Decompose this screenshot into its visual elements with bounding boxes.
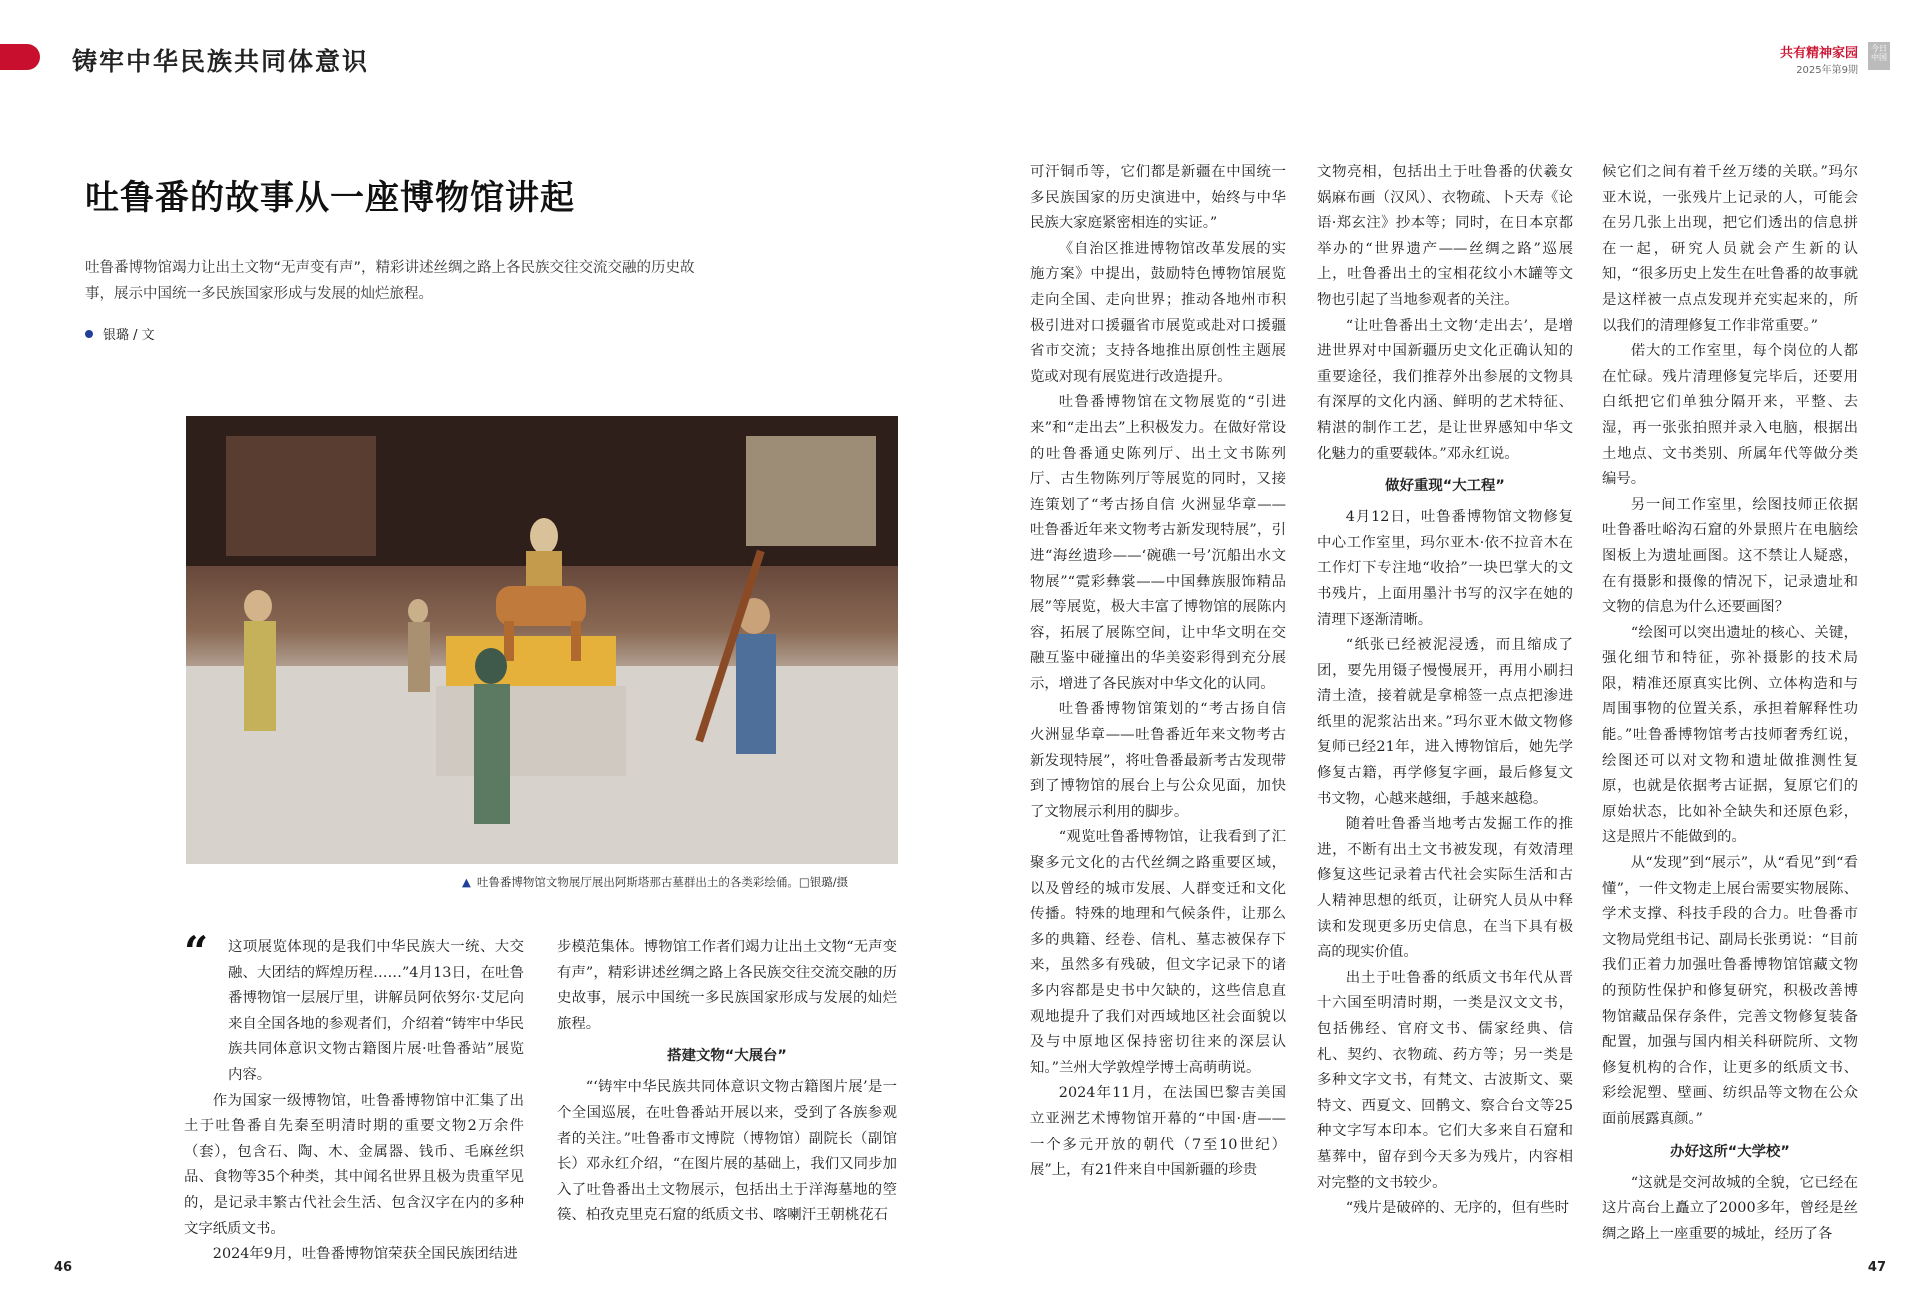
article-lead: 吐鲁番博物馆竭力让出土文物“无声变有声”，精彩讲述丝绸之路上各民族交往交流交融的历史故事，展示中国统一多民族国家形成与发展的灿烂旅程。 <box>85 260 695 302</box>
caption-triangle-icon: ▲ <box>462 875 471 889</box>
caption-text: 吐鲁番博物馆文物展厅展出阿斯塔那古墓群出土的各类彩绘俑。□银璐/摄 <box>476 875 849 889</box>
column-1 <box>184 927 524 1268</box>
paragraph: “残片是破碎的、无序的，但有些时 <box>1345 1200 1570 1217</box>
column-3 <box>1030 160 1286 1184</box>
quote-mark-icon: “ <box>184 927 209 976</box>
column-5 <box>1602 160 1858 1247</box>
paragraph: “纸张已经被泥浸透，而且缩成了团，要先用镊子慢慢展开，再用小刷扫清土渣，接着就是拿棉签一点点把渗进纸里的泥浆沾出来。”玛尔亚木做文物修复师已经21年，进入博物馆后，她先学修复古籍，再学修复字画，最后修复文书文物，心越来越细，手越来越稳。 <box>1317 637 1573 807</box>
paragraph: 步模范集体。博物馆工作者们竭力让出土文物“无声变有声”，精彩讲述丝绸之路上各民族交往交流交融的历史故事，展示中国统一多民族国家形成与发展的灿烂旅程。 <box>557 939 897 1032</box>
paragraph: 另一间工作室里，绘图技师正依据吐鲁番吐峪沟石窟的外景照片在电脑绘图板上为遗址画图。这不禁让人疑惑，在有摄影和摄像的情况下，记录遗址和文物的信息为什么还要画图？ <box>1602 496 1858 616</box>
paragraph: 2024年11月，在法国巴黎吉美国立亚洲艺术博物馆开幕的“中国·唐——一个多元开放的朝代（7至10世纪）展”上，有21件来自中国新疆的珍贵 <box>1030 1085 1286 1179</box>
section-tab <box>0 44 40 70</box>
paragraph: 文物亮相，包括出土于吐鲁番的伏羲女娲麻布画（汉风）、衣物疏、卜天寿《论语·郑玄注》抄本等；同时，在日本京都举办的“世界遗产——丝绸之路”巡展上，吐鲁番出土的宝相花纹小木罐等文物也引起了当地参观者的关注。 <box>1317 164 1573 308</box>
column-2 <box>557 935 897 1229</box>
paragraph: 从“发现”到“展示”，从“看见”到“看懂”，一件文物走上展台需要实物展陈、学术支撑、科技手段的合力。吐鲁番市文物局党组书记、副局长张勇说：“目前我们正着力加强吐鲁番博物馆馆藏文物的预防性保护和修复研究，积极改善博物馆藏品保存条件，完善文物修复装备配置，加强与国内相关科研院所、文物修复机构的合作，让更多的纸质文书、彩绘泥塑、壁画、纺织品等文物在公众面前展露真颜。” <box>1602 855 1858 1127</box>
figurines-illustration <box>186 416 898 864</box>
column-4 <box>1317 160 1573 1222</box>
paragraph: 吐鲁番博物馆在文物展览的“引进来”和“走出去”上积极发力。在做好常设的吐鲁番通史陈列厅、出土文书陈列厅、古生物陈列厅等展览的同时，又接连策划了“考古扬自信 火洲显华章——吐鲁番近年来文物考古新发现特展”，引进“海丝遗珍——‘碗礁一号’沉船出水文物展”“霓彩彝裳——中国彝族服饰精品展”等展览，极大丰富了博物馆的展陈内容，拓展了展陈空间，让中华文明在交融互鉴中碰撞出的华美姿彩得到充分展示，增进了各民族对中华文化的认同。 <box>1030 394 1286 692</box>
museum-photo <box>186 416 898 864</box>
paragraph: 出土于吐鲁番的纸质文书年代从晋十六国至明清时期，一类是汉文文书，包括佛经、官府文书、儒家经典、信札、契约、衣物疏、药方等；另一类是多种文字文书，有梵文、古波斯文、粟特文、西夏文、回鹘文、察合台文等25种文字写本印本。它们大多来自石窟和墓葬中，留存到今天多为残片，内容相对完整的文书较少。 <box>1317 969 1573 1191</box>
photo-caption <box>462 874 848 890</box>
paragraph: 偌大的工作室里，每个岗位的人都在忙碌。残片清理修复完毕后，还要用白纸把它们单独分隔开来，平整、去湿，再一张张拍照并录入电脑，根据出土地点、文书类别、所属年代等做分类编号。 <box>1602 343 1858 488</box>
paragraph: 4月12日，吐鲁番博物馆文物修复中心工作室里，玛尔亚木·依不拉音木在工作灯下专注地“收拾”一块巴掌大的文书残片，上面用墨汁书写的汉字在她的清理下逐渐清晰。 <box>1317 509 1573 628</box>
paragraph: “让吐鲁番出土文物‘走出去’，是增进世界对中国新疆历史文化正确认知的重要途径，我们推荐外出参展的文物具有深厚的文化内涵、鲜明的艺术特征、精湛的制作工艺，是让世界感知中华文化魅力的重要载体。”邓永红说。 <box>1317 317 1573 462</box>
byline <box>85 324 155 343</box>
paragraph: “观览吐鲁番博物馆，让我看到了汇聚多元文化的古代丝绸之路重要区域，以及曾经的城市发展、人群变迁和文化传播。特殊的地理和气候条件，让那么多的典籍、经卷、信札、墓志被保存下来，虽然多有残破，但文字记录下的诸多内容都是史书中欠缺的，这些信息直观地提升了我们对西域地区社会面貌以及与中原地区保持密切往来的深层认知。”兰州大学敦煌学博士高萌萌说。 <box>1030 829 1286 1076</box>
magazine-badge: 今日中国 <box>1868 42 1890 70</box>
paragraph: 作为国家一级博物馆，吐鲁番博物馆中汇集了出土于吐鲁番自先秦至明清时期的重要文物2万余件（套），包含石、陶、木、金属器、钱币、毛麻丝织品、食物等35个种类，其中闻名世界且极为贵重罕见的，是记录丰繁古代社会生活、包含汉字在内的多种文字纸质文书。 <box>184 1092 524 1237</box>
byline-dot-icon <box>85 330 93 338</box>
issue-label: 2025年第9期 <box>1796 65 1858 76</box>
paragraph: 候它们之间有着千丝万缕的关联。”玛尔亚木说，一张残片上记录的人，可能会在另几张上出现，把它们透出的信息拼在一起，研究人员就会产生新的认知，“很多历史上发生在吐鲁番的故事就是这样被一点点发现并充实起来的，所以我们的清理修复工作非常重要。” <box>1602 164 1858 334</box>
paragraph: “‘铸牢中华民族共同体意识文物古籍图片展’是一个全国巡展，在吐鲁番站开展以来，受到了各族参观者的关注。”吐鲁番市文博院（博物馆）副院长（副馆长）邓永红介绍，“在图片展的基础上，我们又同步加入了吐鲁番出土文物展示，包括出土于洋海墓地的箜篌、柏孜克里克石窟的纸质文书、喀喇汗王朝桃花石 <box>557 1079 897 1224</box>
section-title: 铸牢中华民族共同体意识 <box>72 47 370 76</box>
paragraph: “绘图可以突出遗址的核心、关键，强化细节和特征，弥补摄影的技术局限，精准还原真实比例、立体构造和与周围事物的位置关系，承担着解释性功能。”吐鲁番博物馆考古技师奢秀红说，绘图还可以对文物和遗址做推测性复原，也就是依据考古证据，复原它们的原始状态，比如补全缺失和还原色彩，这是照片不能做到的。 <box>1602 624 1858 846</box>
paragraph: 随着吐鲁番当地考古发掘工作的推进，不断有出土文书被发现，有效清理修复这些记录着古代社会实际生活和古人精神思想的纸页，让研究人员从中释读和发现更多历史信息，在当下具有极高的现实价值。 <box>1317 816 1573 961</box>
page-number-right: 47 <box>1867 1260 1886 1275</box>
paragraph: 吐鲁番博物馆策划的“考古扬自信 火洲显华章——吐鲁番近年来文物考古新发现特展”，将吐鲁番最新考古发现带到了博物馆的展台上与公众见面，加快了文物展示利用的脚步。 <box>1030 701 1286 820</box>
byline-text: 银璐 / 文 <box>103 328 155 343</box>
paragraph: 可汗铜币等，它们都是新疆在中国统一多民族国家的历史演进中，始终与中华民族大家庭紧密相连的实证。” <box>1030 164 1286 232</box>
subheading: 搭建文物“大展台” <box>667 1048 787 1065</box>
magazine-name: 共有精神家园 <box>1779 46 1858 61</box>
paragraph: 2024年9月，吐鲁番博物馆荣获全国民族团结进 <box>212 1246 518 1263</box>
paragraph: 《自治区推进博物馆改革发展的实施方案》中提出，鼓励特色博物馆展览走向全国、走向世界；推动各地州市积极引进对口援疆省市展览或赴对口援疆省市交流；支持各地推出原创性主题展览或对现有展览进行改造提升。 <box>1030 240 1286 385</box>
subheading: 办好这所“大学校” <box>1670 1143 1790 1160</box>
page-number-left: 46 <box>54 1260 73 1275</box>
article-title: 吐鲁番的故事从一座博物馆讲起 <box>85 178 575 218</box>
paragraph: “这就是交河故城的全貌，它已经在这片高台上矗立了2000多年，曾经是丝绸之路上一座重要的城址，经历了各 <box>1602 1174 1858 1242</box>
paragraph: 这项展览体现的是我们中华民族大一统、大交融、大团结的辉煌历程……”4月13日，在吐鲁番博物馆一层展厅里，讲解员阿依努尔·艾尼向来自全国各地的参观者们，介绍着“铸牢中华民族共同体意识文物古籍图片展·吐鲁番站”展览内容。 <box>228 939 524 1083</box>
magazine-masthead <box>1780 42 1858 76</box>
subheading: 做好重现“大工程” <box>1385 478 1505 495</box>
